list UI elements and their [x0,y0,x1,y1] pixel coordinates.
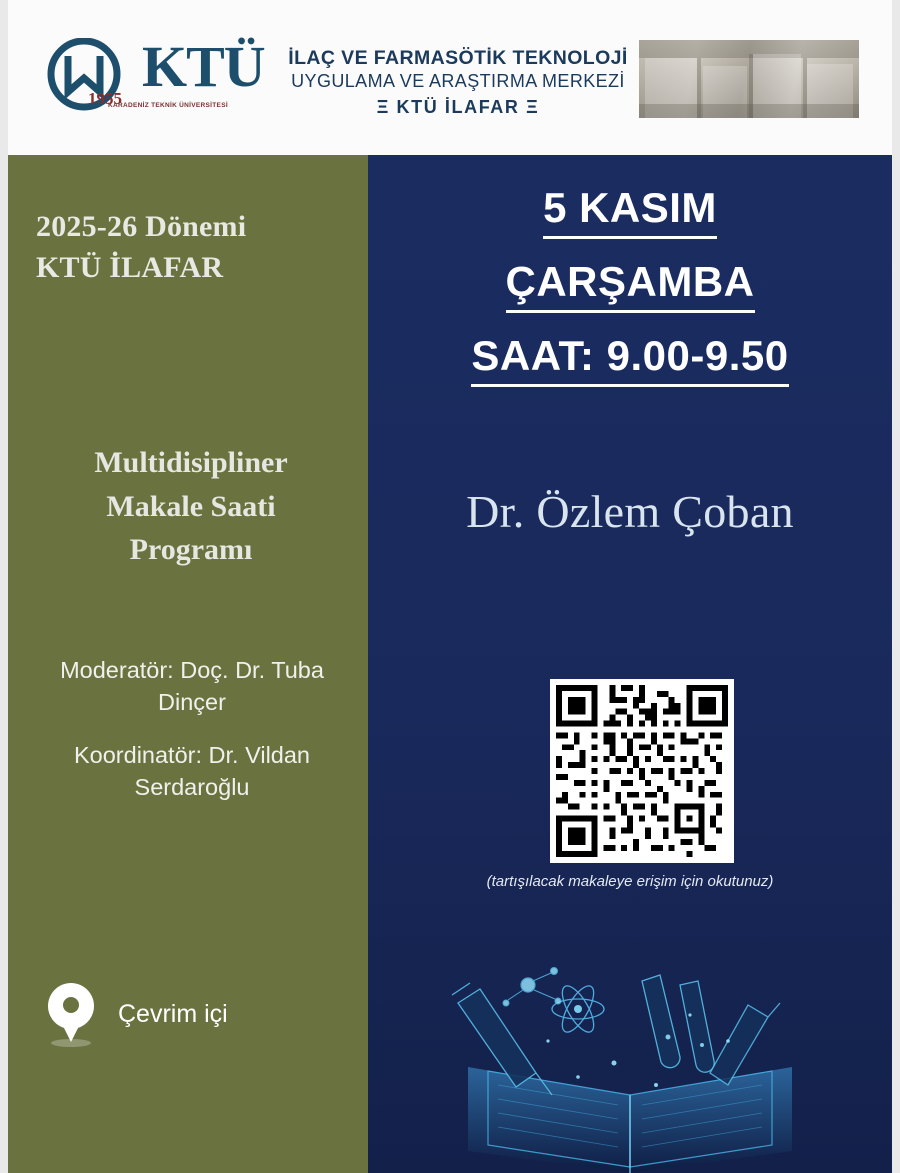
moderator-line1: Moderatör: Doç. Dr. Tuba [60,657,324,683]
location-block [48,983,228,1045]
page-edge-right [892,0,900,1173]
speaker-name: Dr. Özlem Çoban [466,486,794,537]
program-name-line2: Makale Saati [106,489,276,523]
event-day-text: ÇARŞAMBA [506,258,755,313]
qr-caption: (tartışılacak makaleye erişim için okutunuz) [486,873,774,890]
coordinator-line2: Serdaroğlu [134,774,250,801]
poster-header [0,0,900,155]
ktu-logo-year: 1955 [88,89,122,108]
ktu-logo-subtitle: KARADENİZ TEKNİK ÜNİVERSİTESİ [108,102,228,109]
right-panel [368,155,892,1173]
program-period-line2: KTÜ İLAFAR [36,250,224,284]
coordinator-line1: Koordinatör: Dr. Vildan [73,742,310,769]
location-label: Çevrim içi [118,999,228,1028]
program-name-line3: Programı [129,533,253,566]
event-datetime [368,184,892,409]
event-date-text: 5 KASIM [543,184,717,239]
campus-photo [639,40,859,118]
center-title-line2: UYGULAMA VE ARAŞTIRMA MERKEZİ [291,71,625,92]
event-time-text: SAAT: 9.00-9.50 [471,332,788,387]
page-edge-left [0,0,8,1173]
center-title-line1: İLAÇ VE FARMASÖTİK TEKNOLOJİ [288,47,628,69]
program-name-line1: Multidisipliner [94,446,288,479]
map-pin-icon [48,983,94,1045]
ktu-logo-text [88,34,265,109]
ktu-logo [44,34,265,116]
moderator-line2: Dinçer [158,688,226,715]
qr-code[interactable] [550,679,734,863]
open-book-illustration [428,945,832,1173]
center-title [278,46,638,118]
program-period-line1: 2025-26 Dönemi [36,210,247,243]
open-book-science-icon [428,945,832,1173]
ktu-logo-letters: KTÜ [142,34,265,99]
program-staff [32,655,352,804]
program-name [28,441,354,572]
program-period [36,207,352,288]
left-panel [8,155,368,1173]
event-time [368,332,892,379]
center-title-line3: Ξ KTÜ İLAFAR Ξ [376,96,540,117]
event-day [368,258,892,305]
event-date [368,184,892,231]
qr-code-image[interactable] [556,685,728,857]
